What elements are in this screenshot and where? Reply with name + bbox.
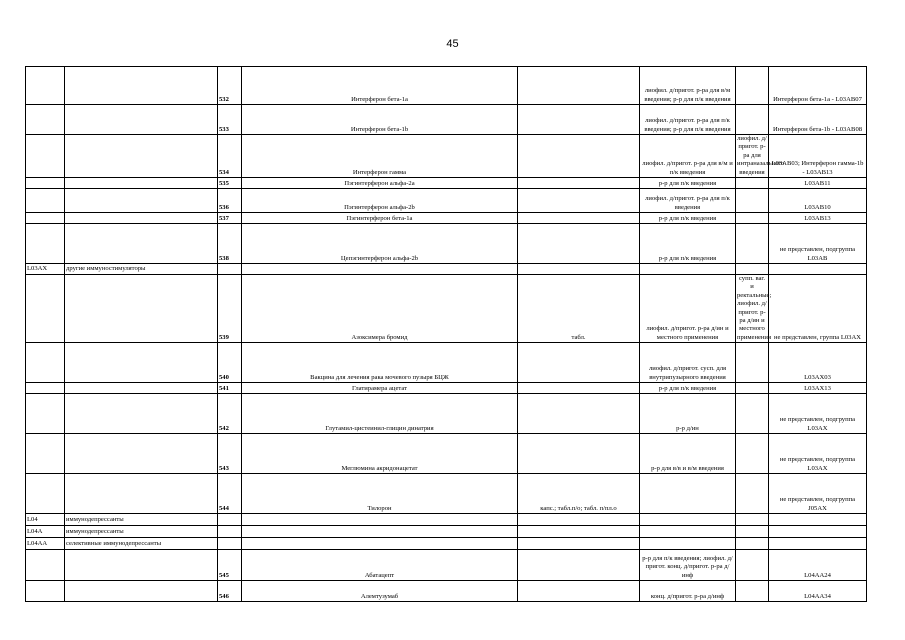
dosage-form-cell xyxy=(518,581,640,602)
table-row xyxy=(26,343,867,383)
row-number-cell: 532 xyxy=(218,67,242,105)
row-number-cell: 543 xyxy=(218,434,242,474)
table-row xyxy=(26,67,867,105)
dosage-form-cell xyxy=(518,383,640,394)
form-cell-secondary xyxy=(736,538,769,550)
page-number: 45 xyxy=(446,38,459,50)
group-name-cell xyxy=(65,224,218,264)
form-cell-primary: лиофил. д/пригот. р-ра д/ин и местного применения xyxy=(640,275,736,343)
form-cell-primary: конц. д/пригот. р-ра д/инф xyxy=(640,581,736,602)
atc-code-cell xyxy=(26,67,65,105)
atc-code-cell xyxy=(26,343,65,383)
table-row xyxy=(26,394,867,434)
table-row xyxy=(26,538,867,550)
group-name-cell xyxy=(65,550,218,581)
drug-name-cell: Пэгинтерферон альфа-2b xyxy=(242,189,518,213)
table-row xyxy=(26,526,867,538)
row-number-cell: 546 xyxy=(218,581,242,602)
form-cell-secondary xyxy=(736,550,769,581)
form-cell-primary xyxy=(640,526,736,538)
drug-name-cell: Интерферон бета-1b xyxy=(242,105,518,135)
form-cell-secondary xyxy=(736,213,769,224)
drug-name-cell xyxy=(242,264,518,275)
form-cell-secondary xyxy=(736,474,769,514)
form-cell-secondary xyxy=(736,394,769,434)
form-cell-primary: р-р для в/в и в/м введения xyxy=(640,434,736,474)
group-name-cell xyxy=(65,105,218,135)
atc-code-cell xyxy=(26,474,65,514)
table-row xyxy=(26,474,867,514)
table-row xyxy=(26,581,867,602)
atc-code-cell: L04 xyxy=(26,514,65,526)
form-cell-primary: р-р для п/к введения xyxy=(640,383,736,394)
form-cell-secondary xyxy=(736,514,769,526)
row-number-cell: 542 xyxy=(218,394,242,434)
atc-code-cell xyxy=(26,105,65,135)
drug-name-cell: Абатацепт xyxy=(242,550,518,581)
dosage-form-cell xyxy=(518,550,640,581)
drug-name-cell: Алемтузумаб xyxy=(242,581,518,602)
form-cell-primary: р-р для п/к введения; лиофил. д/пригот. конц. д/пригот. р-ра д/инф xyxy=(640,550,736,581)
atc-code-cell: L04A xyxy=(26,526,65,538)
group-name-cell: другие иммуностимуляторы xyxy=(65,264,218,275)
row-number-cell: 538 xyxy=(218,224,242,264)
form-cell-secondary xyxy=(736,67,769,105)
form-cell-primary xyxy=(640,474,736,514)
row-number-cell xyxy=(218,526,242,538)
dosage-form-cell xyxy=(518,213,640,224)
form-cell-secondary xyxy=(736,581,769,602)
atc-reference-cell: L03AX13 xyxy=(769,383,867,394)
atc-code-cell xyxy=(26,581,65,602)
form-cell-primary: р-р для п/к введения xyxy=(640,178,736,189)
atc-code-cell xyxy=(26,224,65,264)
atc-reference-cell: не представлен, подгруппа L03AX xyxy=(769,434,867,474)
atc-code-cell xyxy=(26,275,65,343)
atc-reference-cell: L03AB11 xyxy=(769,178,867,189)
table-row xyxy=(26,514,867,526)
drug-name-cell xyxy=(242,526,518,538)
group-name-cell xyxy=(65,434,218,474)
row-number-cell: 536 xyxy=(218,189,242,213)
group-name-cell xyxy=(65,474,218,514)
medicines-table xyxy=(25,66,867,602)
form-cell-primary xyxy=(640,514,736,526)
atc-reference-cell xyxy=(769,264,867,275)
table-row xyxy=(26,434,867,474)
group-name-cell xyxy=(65,581,218,602)
atc-reference-cell xyxy=(769,526,867,538)
table-row xyxy=(26,550,867,581)
form-cell-secondary xyxy=(736,189,769,213)
form-cell-secondary xyxy=(736,383,769,394)
atc-reference-cell: L04AA34 xyxy=(769,581,867,602)
row-number-cell xyxy=(218,514,242,526)
group-name-cell xyxy=(65,178,218,189)
atc-reference-cell: не представлен, группа L03AX xyxy=(769,275,867,343)
drug-name-cell xyxy=(242,514,518,526)
table-row xyxy=(26,383,867,394)
row-number-cell xyxy=(218,264,242,275)
group-name-cell xyxy=(65,383,218,394)
drug-name-cell: Вакцина для лечения рака мочевого пузыря БЦЖ xyxy=(242,343,518,383)
atc-code-cell xyxy=(26,434,65,474)
drug-name-cell: Глатирамера ацетат xyxy=(242,383,518,394)
drug-name-cell: Пэгинтерферон альфа-2а xyxy=(242,178,518,189)
atc-code-cell xyxy=(26,178,65,189)
form-cell-primary: р-р д/ин xyxy=(640,394,736,434)
atc-reference-cell: L03AB13 xyxy=(769,213,867,224)
atc-reference-cell: L03AB03; Интерферон гамма-1b - L03AB13 xyxy=(769,135,867,178)
form-cell-secondary xyxy=(736,434,769,474)
table-row xyxy=(26,213,867,224)
atc-reference-cell: L04AA24 xyxy=(769,550,867,581)
dosage-form-cell xyxy=(518,178,640,189)
atc-reference-cell: L03AX03 xyxy=(769,343,867,383)
row-number-cell: 534 xyxy=(218,135,242,178)
form-cell-primary: лиофил. д/пригот. р-ра для п/к введения; р-р для п/к введения xyxy=(640,105,736,135)
dosage-form-cell xyxy=(518,224,640,264)
form-cell-secondary xyxy=(736,224,769,264)
dosage-form-cell xyxy=(518,394,640,434)
table-row xyxy=(26,135,867,178)
group-name-cell xyxy=(65,275,218,343)
row-number-cell: 545 xyxy=(218,550,242,581)
drug-name-cell: Тилорон xyxy=(242,474,518,514)
row-number-cell: 540 xyxy=(218,343,242,383)
form-cell-primary: лиофил. д/пригот. р-ра для в/м введения; р-р для п/к введения xyxy=(640,67,736,105)
row-number-cell: 539 xyxy=(218,275,242,343)
dosage-form-cell: табл. xyxy=(518,275,640,343)
form-cell-secondary xyxy=(736,105,769,135)
atc-code-cell: L03AX xyxy=(26,264,65,275)
drug-name-cell: Глутамил-цистеинил-глицин динатрия xyxy=(242,394,518,434)
atc-reference-cell: не представлен, подгруппа L03AX xyxy=(769,394,867,434)
drug-name-cell xyxy=(242,538,518,550)
dosage-form-cell xyxy=(518,105,640,135)
form-cell-primary xyxy=(640,264,736,275)
group-name-cell: иммунодепрессанты xyxy=(65,526,218,538)
drug-name-cell: Интерферон гамма xyxy=(242,135,518,178)
drug-name-cell: Цепэгинтерферон альфа-2b xyxy=(242,224,518,264)
dosage-form-cell xyxy=(518,264,640,275)
form-cell-secondary: лиофил. д/пригот. р-ра для интраназального введения xyxy=(737,135,785,176)
group-name-cell xyxy=(65,394,218,434)
atc-code-cell xyxy=(26,135,65,178)
dosage-form-cell xyxy=(518,514,640,526)
atc-reference-cell: не представлен, подгруппа L03AB xyxy=(769,224,867,264)
drug-name-cell: Азоксимера бромид xyxy=(242,275,518,343)
dosage-form-cell: капс.; табл.п/о; табл. п/пл.о xyxy=(518,474,640,514)
dosage-form-cell xyxy=(518,526,640,538)
form-cell-primary: р-р для п/к введения xyxy=(640,213,736,224)
atc-code-cell xyxy=(26,383,65,394)
row-number-cell xyxy=(218,538,242,550)
group-name-cell: иммунодепрессанты xyxy=(65,514,218,526)
dosage-form-cell xyxy=(518,67,640,105)
atc-reference-cell: Интерферон бета-1b - L03AB08 xyxy=(769,105,867,135)
table-row xyxy=(26,224,867,264)
row-number-cell: 544 xyxy=(218,474,242,514)
group-name-cell xyxy=(65,343,218,383)
form-cell-secondary xyxy=(736,526,769,538)
dosage-form-cell xyxy=(518,434,640,474)
group-name-cell: селективные иммунодепрессанты xyxy=(65,538,218,550)
form-cell-primary: р-р для п/к введения xyxy=(640,224,736,264)
form-cell-secondary xyxy=(736,343,769,383)
group-name-cell xyxy=(65,135,218,178)
atc-code-cell xyxy=(26,394,65,434)
atc-code-cell xyxy=(26,189,65,213)
form-cell-primary: лиофил. д/пригот. сусп. для внутрипузырного введения xyxy=(640,343,736,383)
table-row xyxy=(26,264,867,275)
atc-code-cell xyxy=(26,550,65,581)
dosage-form-cell xyxy=(518,343,640,383)
table-row xyxy=(26,105,867,135)
atc-reference-cell xyxy=(769,514,867,526)
form-cell-secondary xyxy=(736,264,769,275)
form-cell-secondary: супп. ваг. и ректальные; лиофил. д/пригот. р-ра д/ин и местного применения xyxy=(737,275,772,341)
atc-code-cell: L04AA xyxy=(26,538,65,550)
drug-name-cell: Пэгинтерферон бета-1а xyxy=(242,213,518,224)
group-name-cell xyxy=(65,67,218,105)
row-number-cell: 537 xyxy=(218,213,242,224)
atc-reference-cell xyxy=(769,538,867,550)
group-name-cell xyxy=(65,213,218,224)
form-cell-secondary xyxy=(736,178,769,189)
row-number-cell: 541 xyxy=(218,383,242,394)
atc-reference-cell: Интерферон бета-1а - L03AB07 xyxy=(769,67,867,105)
dosage-form-cell xyxy=(518,189,640,213)
dosage-form-cell xyxy=(518,538,640,550)
row-number-cell: 533 xyxy=(218,105,242,135)
dosage-form-cell xyxy=(518,135,640,178)
form-cell-primary: лиофил. д/пригот. р-ра для п/к введения xyxy=(640,189,736,213)
form-cell-primary: лиофил. д/пригот. р-ра для в/м и п/к введения xyxy=(640,135,736,178)
table-row xyxy=(26,275,867,343)
table-row xyxy=(26,178,867,189)
drug-name-cell: Меглюмина акридонацетат xyxy=(242,434,518,474)
group-name-cell xyxy=(65,189,218,213)
atc-reference-cell: не представлен, подгруппа J05AX xyxy=(769,474,867,514)
form-cell-primary xyxy=(640,538,736,550)
atc-code-cell xyxy=(26,213,65,224)
drug-name-cell: Интерферон бета-1а xyxy=(242,67,518,105)
atc-reference-cell: L03AB10 xyxy=(769,189,867,213)
table-row xyxy=(26,189,867,213)
row-number-cell: 535 xyxy=(218,178,242,189)
